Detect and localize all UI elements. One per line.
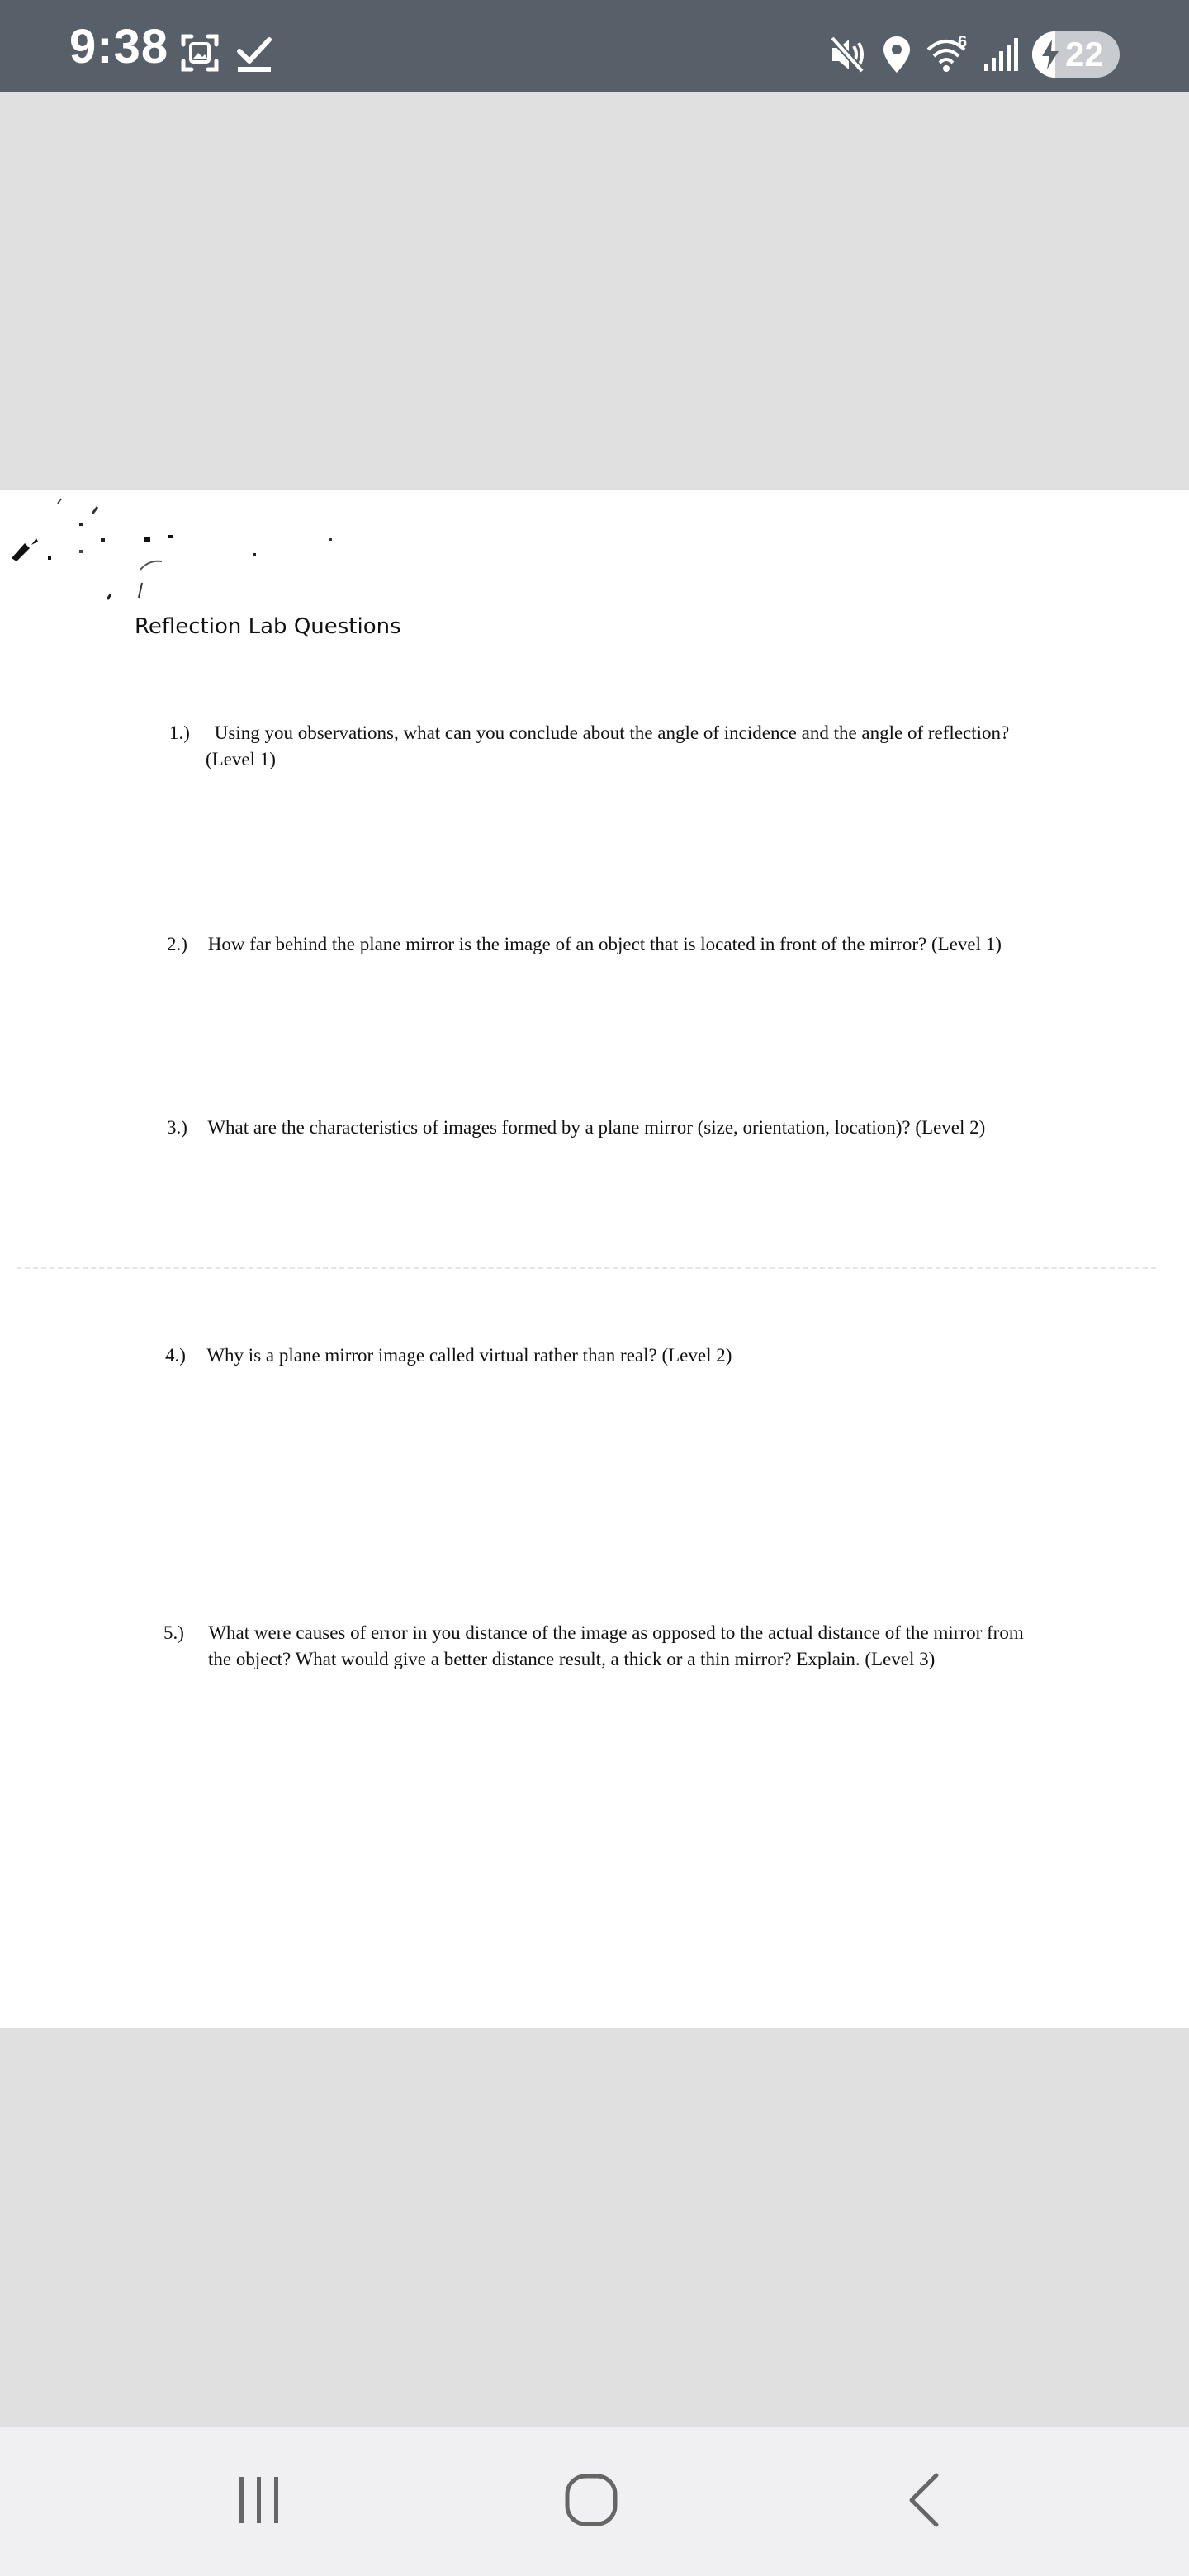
clock: 9:38 — [69, 20, 169, 73]
question-number: 3.) — [167, 1117, 187, 1138]
wifi-badge: 6 — [958, 33, 968, 51]
question-2 — [167, 931, 1002, 958]
home-button[interactable] — [509, 2427, 674, 2576]
question-3 — [167, 1115, 985, 1141]
document-title: Reflection Lab Questions — [135, 614, 401, 639]
question-text-continued: (Level 1) — [206, 749, 276, 769]
battery-icon — [1032, 31, 1120, 78]
back-icon — [905, 2472, 941, 2532]
charging-bolt-icon — [1040, 40, 1060, 73]
recents-icon — [234, 2474, 284, 2531]
question-text-continued: the object? What would give a better distance result, a thick or a thin mirror? Explain. (Level 3) — [208, 1649, 936, 1669]
question-text: What were causes of error in you distance of the image as opposed to the actual distance of the mirror from — [208, 1622, 1024, 1643]
question-number: 4.) — [165, 1345, 186, 1366]
location-icon — [882, 35, 912, 78]
question-5 — [163, 1620, 1024, 1673]
viewer-background-top — [0, 92, 1189, 490]
back-button[interactable] — [841, 2427, 1006, 2576]
home-icon — [564, 2473, 618, 2531]
viewer-background-bottom — [0, 2028, 1189, 2427]
status-bar — [0, 0, 1189, 92]
document-page[interactable] — [0, 490, 1189, 2028]
question-number: 2.) — [167, 934, 187, 954]
question-text: What are the characteristics of images formed by a plane mirror (size, orientation, location)? (Level 2) — [207, 1117, 986, 1138]
question-number: 1.) — [169, 722, 190, 743]
question-4 — [165, 1342, 732, 1369]
question-1 — [169, 720, 1009, 773]
navigation-bar — [0, 2427, 1189, 2576]
scan-artifact-line — [17, 1267, 1156, 1269]
signal-icon — [983, 36, 1021, 77]
scan-specks — [0, 490, 347, 614]
question-text: Using you observations, what can you conclude about the angle of incidence and the angle of reflection? — [214, 722, 1010, 743]
question-text: How far behind the plane mirror is the image of an object that is located in front of the mirror? (Level 1) — [207, 934, 1002, 954]
question-text: Why is a plane mirror image called virtual rather than real? (Level 2) — [206, 1345, 732, 1366]
battery-level: 22 — [1065, 35, 1104, 73]
question-number: 5.) — [163, 1622, 184, 1643]
check-icon — [236, 35, 272, 77]
mute-icon — [829, 36, 867, 77]
screenshot-icon — [180, 33, 220, 77]
recents-button[interactable] — [177, 2427, 342, 2576]
